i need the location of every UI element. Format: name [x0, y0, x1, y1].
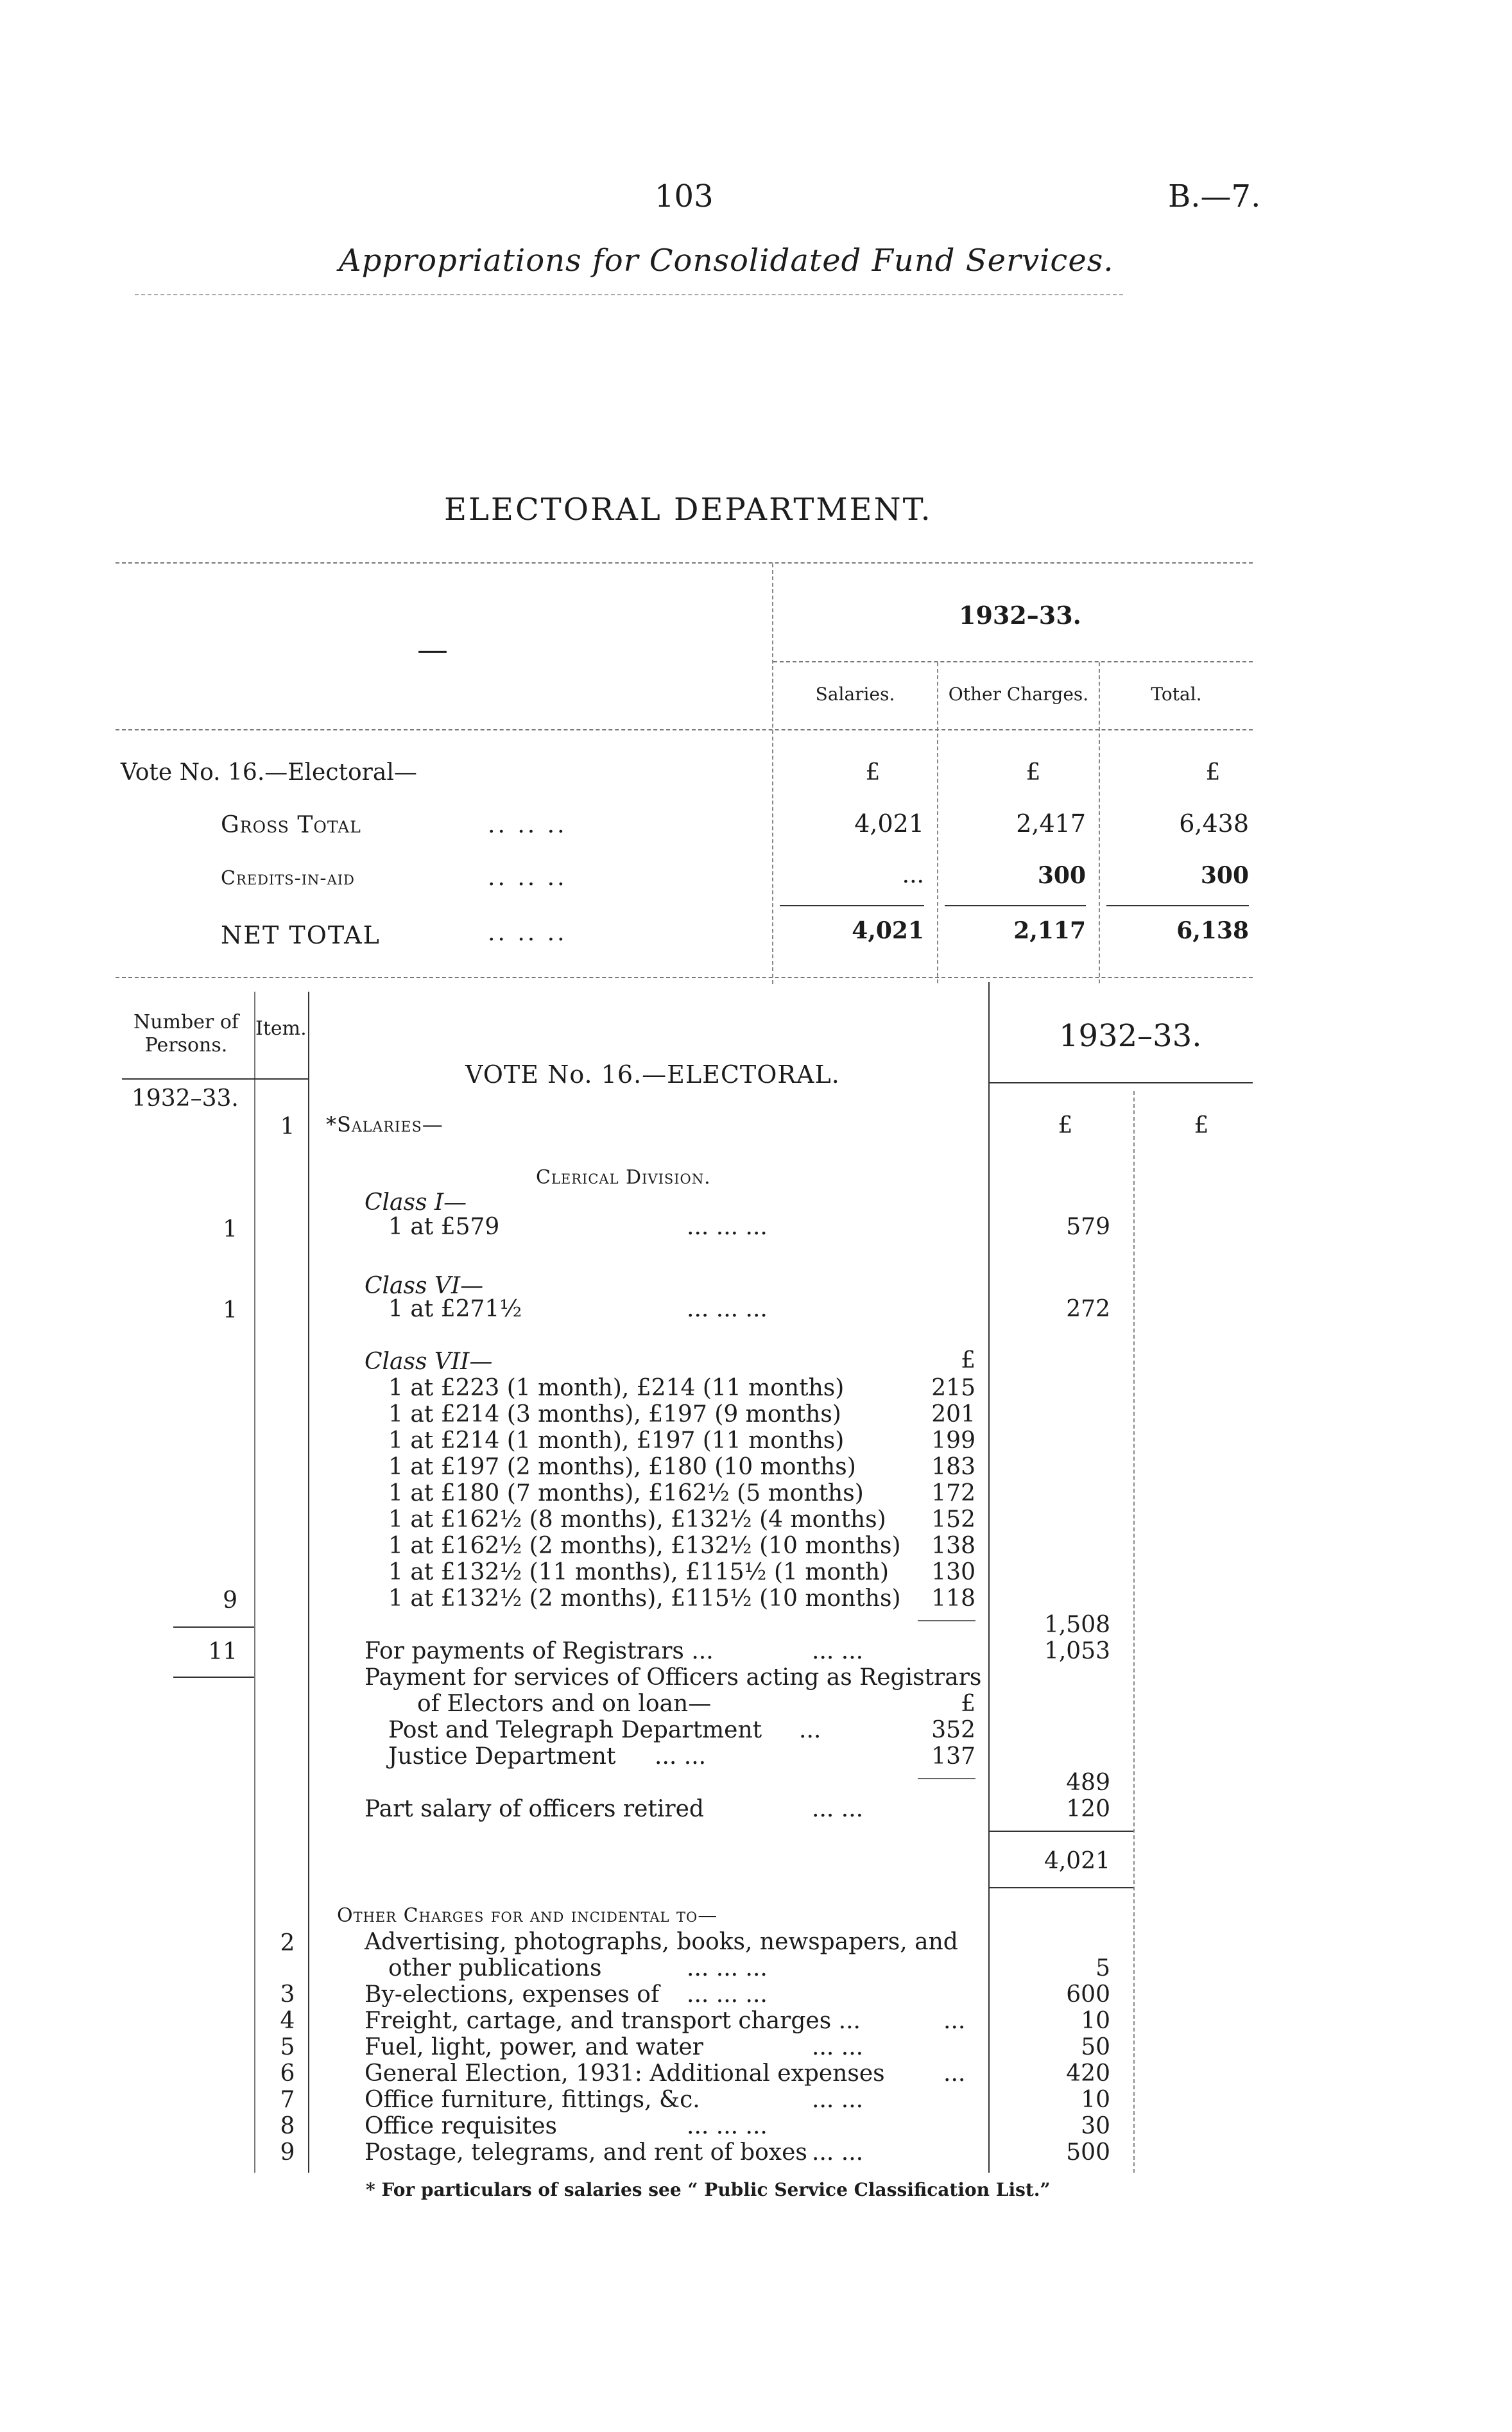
summary-year-rule — [773, 661, 1253, 662]
net-salaries: 4,021 — [852, 917, 924, 944]
persons-count: 1 — [223, 1297, 237, 1324]
other-amount: 600 — [1066, 1981, 1110, 2008]
class-7-amount: 183 — [931, 1454, 975, 1480]
net-total-label: NET TOTAL — [221, 921, 381, 949]
leader-dots: ... ... ... — [687, 1214, 768, 1240]
department-title: ELECTORAL DEPARTMENT. — [444, 492, 932, 528]
officers-line-2: of Electors and on loan— — [417, 1691, 712, 1717]
class-7-amount: 118 — [931, 1585, 975, 1612]
header-year: 1932–33. — [1059, 1018, 1202, 1054]
officers-item: Post and Telegraph Department — [388, 1717, 762, 1743]
other-amount: 10 — [1081, 2008, 1110, 2034]
persons-total: 11 — [208, 1639, 237, 1665]
class-7-line: 1 at £132½ (11 months), £115½ (1 month) — [388, 1559, 889, 1585]
other-item-cont: other publications — [388, 1955, 602, 1981]
credits-other: 300 — [1037, 862, 1086, 889]
officers-item: Justice Department — [388, 1743, 616, 1770]
other-item: Fuel, light, power, and water — [365, 2034, 703, 2060]
leader-dots: ... ... ... — [687, 2113, 768, 2139]
class-7-line: 1 at £197 (2 months), £180 (10 months) — [388, 1454, 856, 1480]
header-year-rule — [990, 1082, 1253, 1083]
class-7-amount: 138 — [931, 1533, 975, 1559]
leader-dots: ... ... ... — [687, 1296, 768, 1322]
other-amount: 10 — [1081, 2087, 1110, 2113]
other-amount: 500 — [1066, 2139, 1110, 2166]
class-7-amount: 199 — [931, 1427, 975, 1454]
header-persons-rule — [122, 1078, 308, 1080]
other-amount: 50 — [1081, 2034, 1110, 2060]
leader-dots: ... ... ... — [687, 1955, 768, 1981]
summary-bottom-rule — [116, 977, 1253, 978]
officers-amount: 137 — [931, 1743, 975, 1770]
class-7-line: 1 at £180 (7 months), £162½ (5 months) — [388, 1480, 864, 1506]
credits-label: Credits-in-aid — [221, 867, 355, 890]
summary-header-rule — [116, 729, 1253, 730]
leader-dots: ... — [943, 2008, 966, 2034]
other-item: General Election, 1931: Additional expenses — [365, 2060, 885, 2087]
leader-dots: ... ... — [812, 2139, 864, 2166]
leader-dots: ... — [799, 1717, 821, 1743]
page-number: 103 — [655, 178, 714, 214]
leader-dots: .. .. .. — [488, 920, 567, 946]
class-7-amount: 201 — [931, 1401, 975, 1427]
item-number: 8 — [280, 2113, 295, 2139]
officers-line-1: Payment for services of Officers acting as Registrars — [365, 1664, 982, 1691]
leader-dots: ... ... — [812, 2034, 864, 2060]
rule-persons — [254, 992, 255, 2173]
pound-sign: £ — [961, 1691, 975, 1717]
salaries-heading: *Salaries— — [326, 1112, 443, 1137]
leader-dots: ... — [943, 2060, 966, 2087]
persons-count: 9 — [223, 1587, 237, 1614]
persons-year: 1932–33. — [132, 1085, 239, 1112]
class-7-line: 1 at £223 (1 month), £214 (11 months) — [388, 1375, 845, 1401]
subtotal-rule — [918, 1620, 975, 1621]
col-salaries: Salaries. — [815, 684, 895, 705]
net-other: 2,117 — [1013, 917, 1086, 944]
leader-dots: ... ... — [655, 1743, 707, 1770]
officers-amount: 352 — [931, 1717, 975, 1743]
footnote: * For particulars of salaries see “ Public Service Classification List.” — [366, 2179, 1051, 2200]
other-item: By-elections, expenses of — [365, 1981, 660, 2008]
gross-salaries: 4,021 — [854, 809, 924, 838]
item-number: 4 — [280, 2008, 295, 2034]
item-number: 2 — [280, 1930, 295, 1956]
net-rule — [780, 905, 924, 906]
pound-sign: £ — [1194, 1112, 1209, 1139]
class-7-amount: 130 — [931, 1559, 975, 1585]
net-rule — [1106, 905, 1249, 906]
pound-sign: £ — [1058, 1112, 1073, 1139]
class-7-amount: 152 — [931, 1506, 975, 1533]
leader-dots: ... ... — [812, 1796, 864, 1822]
other-amount: 420 — [1066, 2060, 1110, 2087]
rule-item — [308, 992, 309, 2173]
retired-line: Part salary of officers retired — [365, 1796, 704, 1822]
summary-year: 1932–33. — [959, 601, 1081, 630]
pound-sign: £ — [961, 1347, 975, 1374]
item-number: 3 — [280, 1981, 295, 2008]
other-item: Office furniture, fittings, &c. — [365, 2087, 700, 2113]
section-code: B.—7. — [1168, 178, 1261, 214]
salaries-total: 4,021 — [1044, 1848, 1110, 1874]
leader-dots: ... ... — [812, 2087, 864, 2113]
header-rule — [135, 294, 1123, 295]
item-number: 5 — [280, 2034, 295, 2060]
clerical-division: Clerical Division. — [536, 1166, 711, 1189]
class-7-total: 1,508 — [1044, 1612, 1110, 1638]
header-item: Item. — [255, 1017, 307, 1040]
gross-total: 6,438 — [1179, 809, 1249, 838]
persons-rule — [173, 1677, 254, 1678]
other-amount: 30 — [1081, 2113, 1110, 2139]
class-1-label: Class I— — [365, 1189, 467, 1216]
pound-total: £ — [1205, 759, 1221, 786]
credits-salaries: ... — [902, 862, 924, 888]
summary-top-rule — [116, 562, 1253, 564]
salaries-total-rule — [990, 1831, 1133, 1832]
other-amount: 5 — [1095, 1955, 1110, 1981]
retired-amount: 120 — [1066, 1796, 1110, 1822]
class-7-line: 1 at £162½ (2 months), £132½ (10 months) — [388, 1533, 901, 1559]
officers-total: 489 — [1066, 1770, 1110, 1796]
persons-rule — [173, 1626, 254, 1628]
salaries-total-rule — [990, 1887, 1133, 1888]
rule-desc — [988, 982, 990, 2173]
class-1-amount: 579 — [1066, 1214, 1110, 1240]
leader-dots: ... ... — [812, 1638, 864, 1664]
subtotal-rule — [918, 1778, 975, 1779]
col-total: Total. — [1151, 684, 1202, 705]
col-other-charges: Other Charges. — [948, 684, 1089, 705]
class-7-line: 1 at £132½ (2 months), £115½ (10 months) — [388, 1585, 901, 1612]
class-7-line: 1 at £214 (1 month), £197 (11 months) — [388, 1427, 845, 1454]
registrars-line: For payments of Registrars ... — [365, 1638, 714, 1664]
gross-other: 2,417 — [1016, 809, 1086, 838]
pound-other: £ — [1026, 759, 1041, 786]
item-number: 1 — [280, 1114, 295, 1140]
registrars-amount: 1,053 — [1044, 1638, 1110, 1664]
class-6-amount: 272 — [1066, 1296, 1110, 1322]
class-6-label: Class VI— — [365, 1273, 484, 1299]
header-number-of-persons: Number of Persons. — [133, 1011, 239, 1056]
summary-dash: — — [417, 632, 448, 668]
class-6-line: 1 at £271½ — [388, 1296, 522, 1322]
other-charges-heading: Other Charges for and incidental to— — [337, 1904, 718, 1927]
net-rule — [945, 905, 1086, 906]
page-subtitle: Appropriations for Consolidated Fund Services. — [339, 243, 1114, 279]
leader-dots: .. .. .. — [488, 865, 567, 891]
other-item: Freight, cartage, and transport charges ... — [365, 2008, 861, 2034]
pound-salaries: £ — [865, 759, 881, 786]
rule-amount — [1133, 1091, 1135, 2173]
class-7-amount: 215 — [931, 1375, 975, 1401]
gross-total-label: Gross Total — [221, 812, 361, 838]
item-number: 7 — [280, 2087, 295, 2113]
other-item: Postage, telegrams, and rent of boxes — [365, 2139, 807, 2166]
class-7-amount: 172 — [931, 1480, 975, 1506]
class-1-line: 1 at £579 — [388, 1214, 500, 1240]
class-7-line: 1 at £214 (3 months), £197 (9 months) — [388, 1401, 841, 1427]
vote-title: VOTE No. 16.—ELECTORAL. — [465, 1060, 840, 1089]
class-7-label: Class VII— — [365, 1349, 493, 1375]
leader-dots: .. .. .. — [488, 812, 567, 838]
credits-total: 300 — [1200, 862, 1249, 889]
leader-dots: ... ... ... — [687, 1981, 768, 2008]
other-item: Advertising, photographs, books, newspapers, and — [365, 1929, 958, 1955]
item-number: 9 — [280, 2139, 295, 2166]
net-total: 6,138 — [1176, 917, 1249, 944]
class-7-line: 1 at £162½ (8 months), £132½ (4 months) — [388, 1506, 886, 1533]
persons-count: 1 — [223, 1216, 237, 1243]
vote-label: Vote No. 16.—Electoral— — [121, 759, 417, 786]
other-item: Office requisites — [365, 2113, 558, 2139]
item-number: 6 — [280, 2060, 295, 2087]
